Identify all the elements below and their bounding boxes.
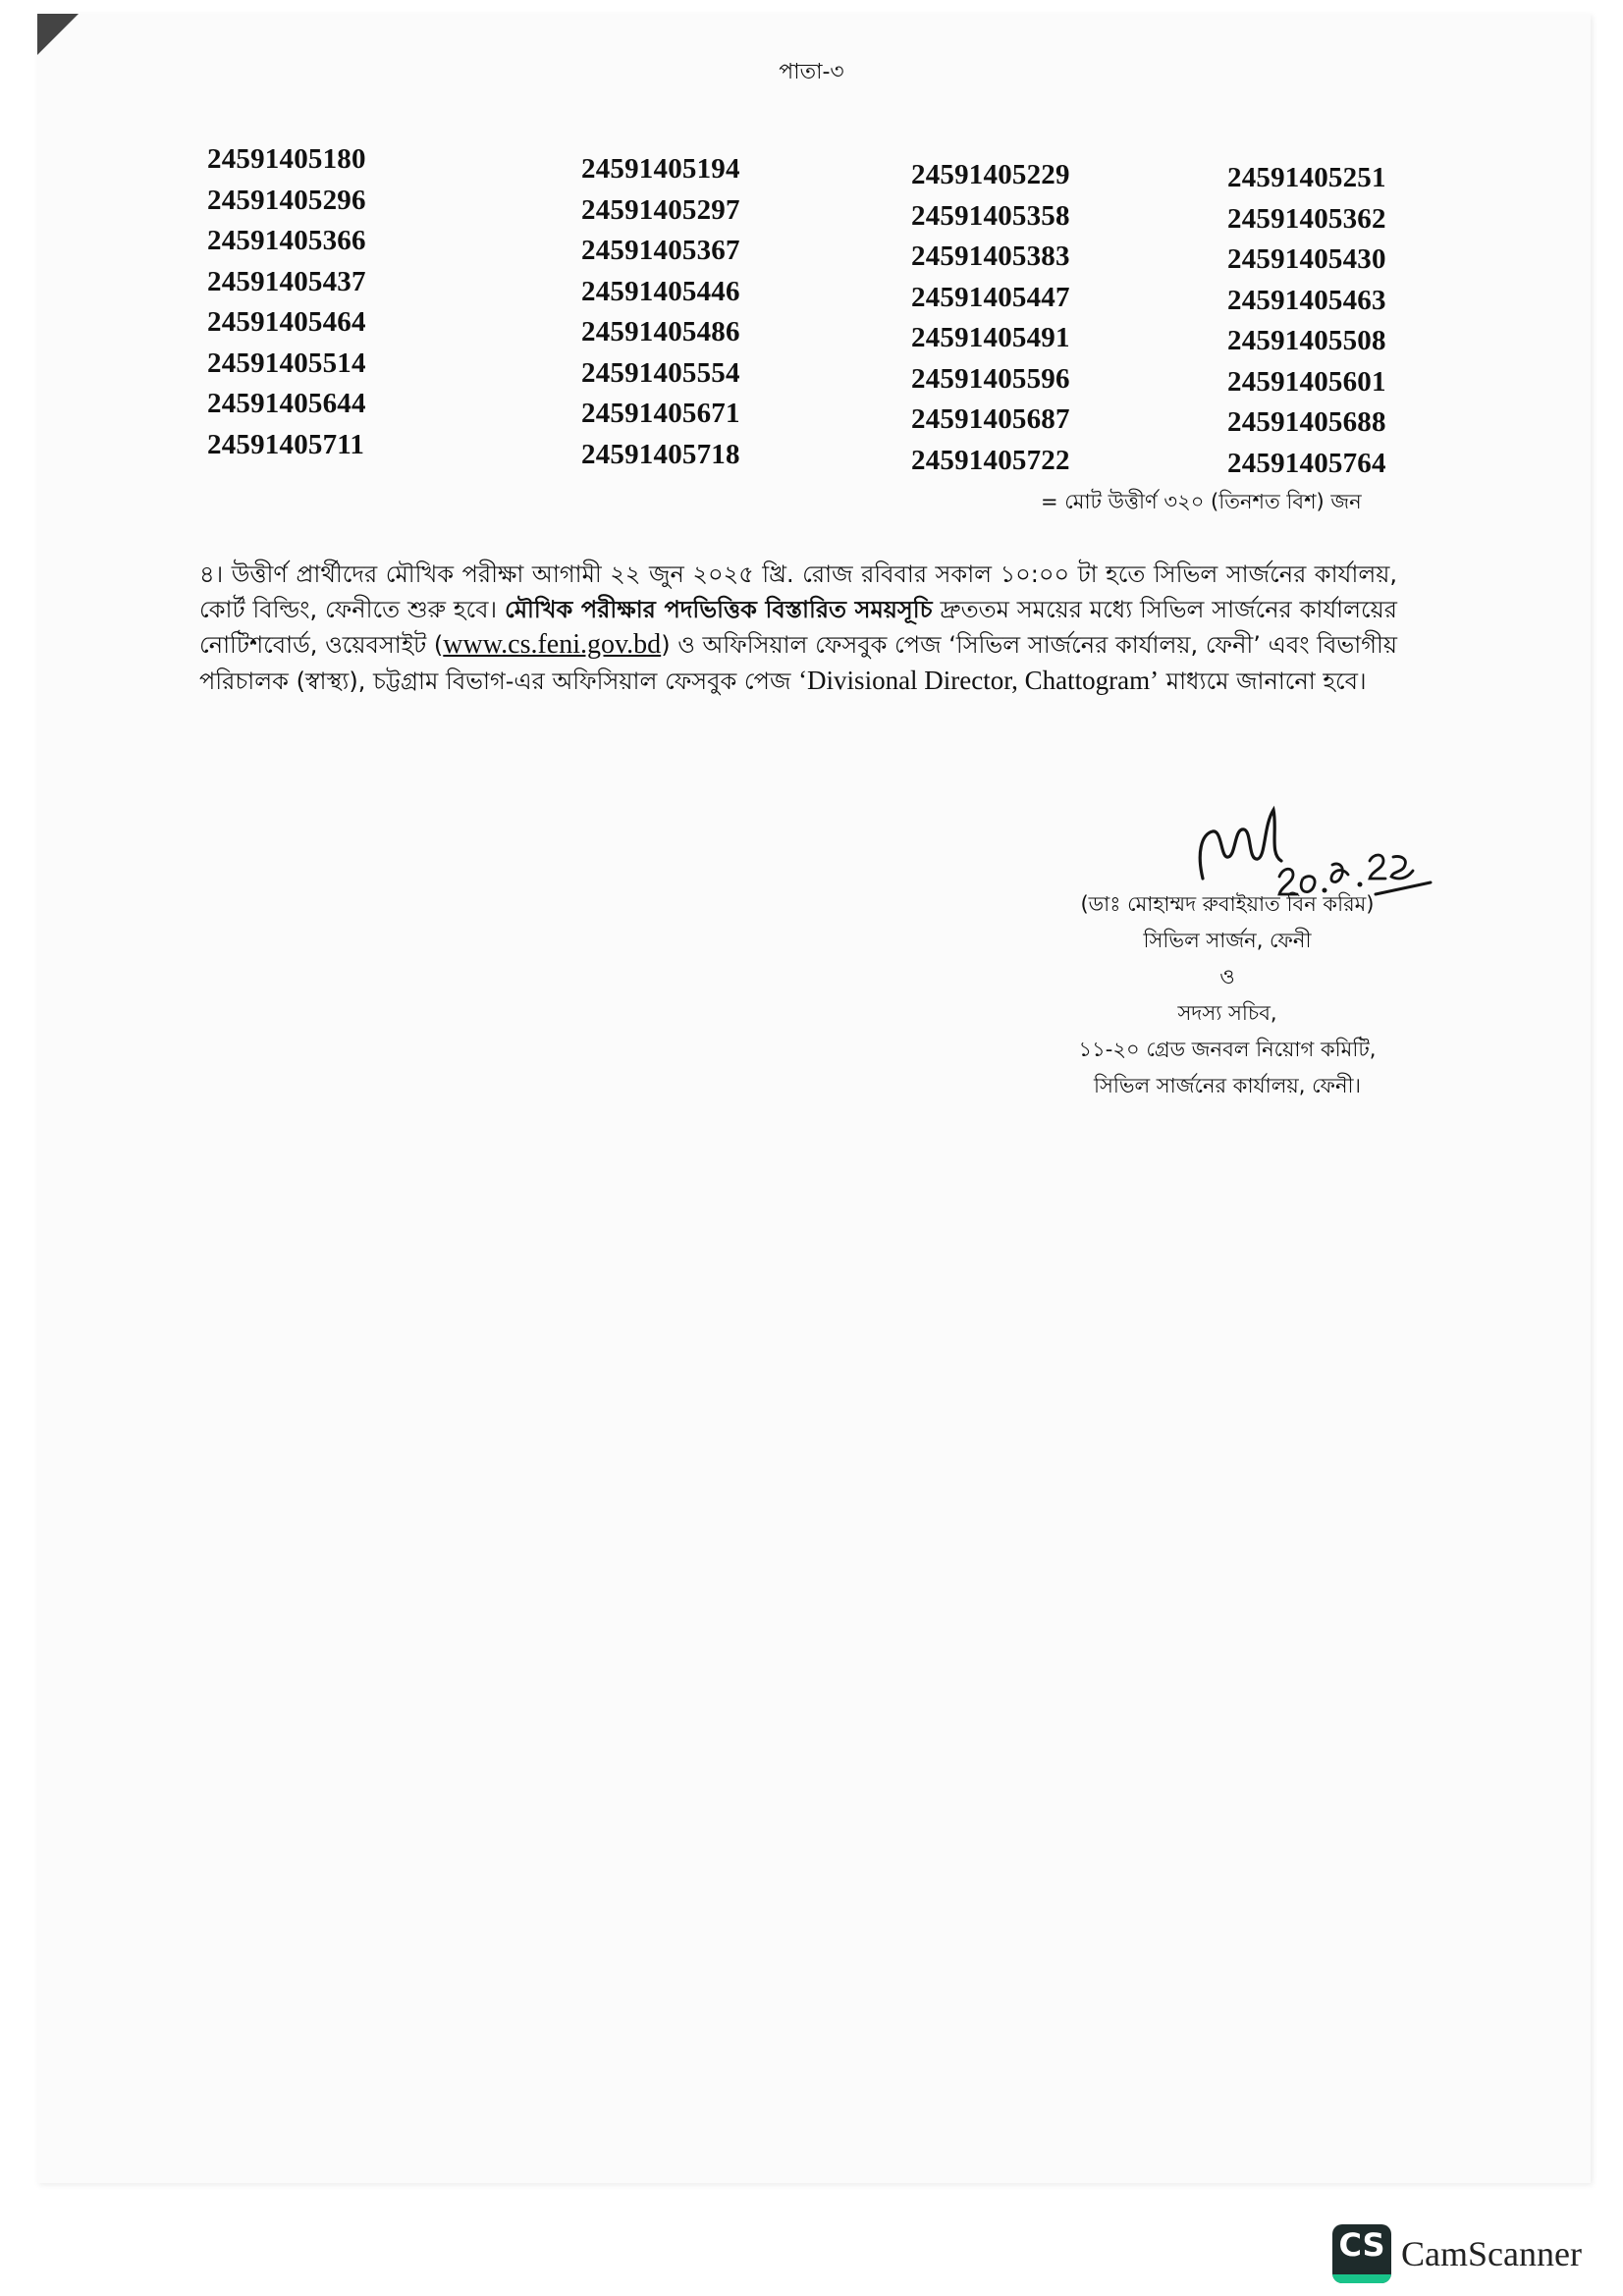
notice-text-2: দ্রুততম সময়ের মধ্যে সিভিল সার্জনের কার্যালয়ের নোটিশবোর্ড, ওয়েবসাইট ( bbox=[199, 596, 1397, 659]
roll-number: 24591405446 bbox=[581, 275, 740, 307]
roll-number: 24591405486 bbox=[581, 316, 740, 347]
signatory-role: সদস্য সচিব, bbox=[1177, 1001, 1277, 1025]
signatory-office: সিভিল সার্জনের কার্যালয়, ফেনী। bbox=[1093, 1074, 1362, 1097]
roll-number: 24591405362 bbox=[1227, 202, 1386, 235]
roll-number: 24591405718 bbox=[581, 438, 740, 470]
roll-number: 24591405764 bbox=[1227, 447, 1386, 479]
roll-number: 24591405688 bbox=[1227, 406, 1386, 438]
roll-number: 24591405366 bbox=[207, 225, 366, 256]
notice-text-1: ৪। উত্তীর্ণ প্রার্থীদের মৌখিক পরীক্ষা আগামী ২২ জুন ২০২৫ খ্রি. রোজ রবিবার সকাল ১০:০০ টা হতে সিভিল সার্জনের কার্যালয়, কোর্ট বিল্ডিং, ফেনীতে শুরু হবে। bbox=[199, 561, 1397, 623]
roll-number: 24591405514 bbox=[207, 347, 366, 379]
camscanner-watermark bbox=[1332, 2223, 1582, 2284]
roll-number: 24591405687 bbox=[911, 403, 1070, 435]
roll-number: 24591405229 bbox=[911, 159, 1070, 190]
roll-number: 24591405722 bbox=[911, 444, 1070, 476]
roll-number: 24591405447 bbox=[911, 281, 1070, 313]
roll-number: 24591405644 bbox=[207, 388, 366, 419]
signatory-name: (ডাঃ মোহাম্মদ রুবাইয়াত বিন করিম) bbox=[1080, 892, 1375, 916]
roll-number: 24591405596 bbox=[911, 362, 1070, 395]
roll-number: 24591405383 bbox=[911, 240, 1070, 272]
roll-number: 24591405491 bbox=[911, 322, 1070, 353]
signatory-block bbox=[1031, 886, 1424, 1104]
total-passed-line: = মোট উত্তীর্ণ ৩২০ (তিনশত বিশ) জন bbox=[1041, 490, 1362, 513]
page-number: পাতা-৩ bbox=[779, 60, 844, 84]
notice-schedule-bold: মৌখিক পরীক্ষার পদভিত্তিক বিস্তারিত সময়সূচি bbox=[504, 596, 933, 623]
roll-number: 24591405430 bbox=[1227, 243, 1386, 275]
roll-number: 24591405367 bbox=[581, 235, 740, 266]
roll-number: 24591405711 bbox=[207, 428, 365, 460]
signatory-designation: সিভিল সার্জন, ফেনী bbox=[1143, 929, 1312, 952]
roll-number: 24591405463 bbox=[1227, 284, 1386, 316]
roll-number: 24591405671 bbox=[581, 398, 740, 429]
interview-notice bbox=[199, 557, 1397, 699]
website-link[interactable]: www.cs.feni.gov.bd bbox=[443, 629, 662, 660]
signatory-and: ও bbox=[1219, 965, 1235, 988]
roll-number: 24591405464 bbox=[207, 306, 366, 338]
roll-number: 24591405194 bbox=[581, 153, 740, 185]
roll-number: 24591405508 bbox=[1227, 325, 1386, 356]
roll-number: 24591405601 bbox=[1227, 365, 1386, 398]
camscanner-brand: CamScanner bbox=[1401, 2234, 1582, 2273]
camscanner-logo-icon: CS bbox=[1332, 2224, 1391, 2283]
roll-number: 24591405296 bbox=[207, 184, 366, 216]
roll-number: 24591405251 bbox=[1227, 162, 1386, 193]
notice-text-3: ) ও অফিসিয়াল ফেসবুক পেজ ‘সিভিল সার্জনের কার্যালয়, ফেনী’ এবং বিভাগীয় পরিচালক (স্বাস্থ্য), চট্টগ্রাম বিভাগ-এর অফিসিয়াল ফেসবুক পেজ bbox=[199, 631, 1397, 695]
roll-number: 24591405297 bbox=[581, 193, 740, 226]
notice-text-4: মাধ্যমে জানানো হবে। bbox=[1159, 667, 1367, 695]
folded-corner bbox=[37, 14, 79, 55]
roll-number: 24591405180 bbox=[207, 143, 366, 175]
signatory-committee: ১১-২০ গ্রেড জনবল নিয়োগ কমিটি, bbox=[1078, 1038, 1377, 1061]
roll-number: 24591405554 bbox=[581, 356, 740, 389]
roll-number: 24591405358 bbox=[911, 199, 1070, 232]
roll-number: 24591405437 bbox=[207, 265, 366, 297]
divisional-director-page: ‘Divisional Director, Chattogram’ bbox=[798, 666, 1160, 695]
